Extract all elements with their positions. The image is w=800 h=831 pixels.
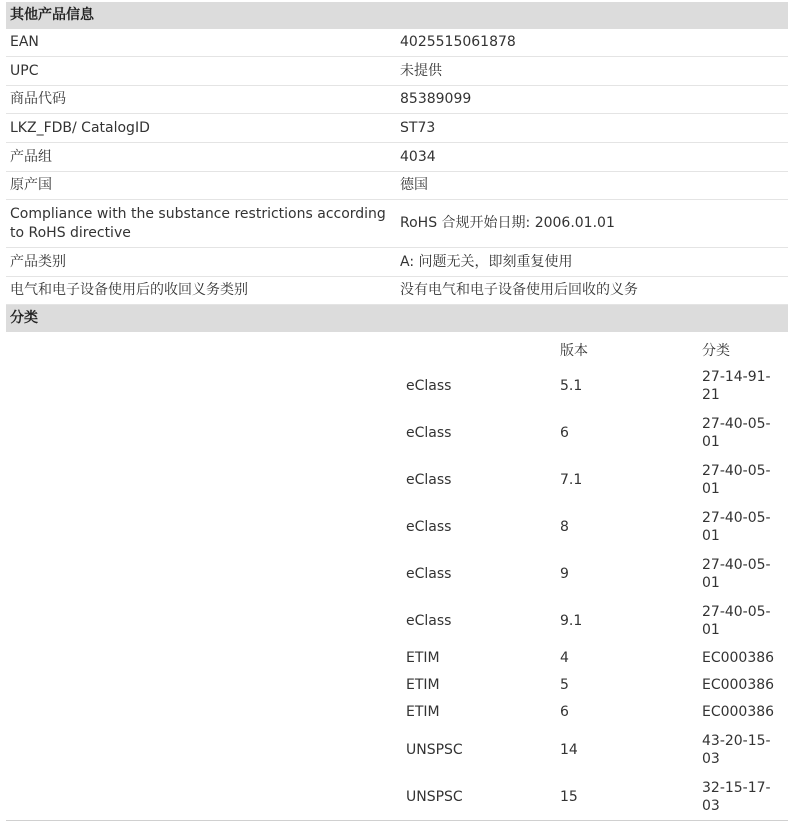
other-info-header: 其他产品信息 (6, 2, 788, 29)
classification-version: 6 (560, 704, 569, 720)
info-row (6, 248, 788, 277)
classification-code: 27-40-05-01 (702, 509, 771, 544)
classification-row (6, 550, 788, 597)
classification-system: eClass (406, 377, 452, 394)
info-row (6, 114, 788, 143)
classification-code: 43-20-15-03 (702, 732, 771, 767)
classification-row (6, 503, 788, 550)
info-value: 德国 (400, 177, 428, 193)
classification-version: 5.1 (560, 377, 583, 394)
classification-version: 4 (560, 649, 569, 666)
classification-rows (6, 362, 788, 820)
info-value: ST73 (400, 119, 436, 136)
classification-row (6, 644, 788, 671)
classification-row (6, 362, 788, 409)
classification-code: 27-40-05-01 (702, 462, 771, 497)
classification-system: UNSPSC (406, 788, 463, 805)
info-row (6, 277, 788, 305)
info-label: Compliance with the substance restrictions according to RoHS directive (10, 205, 386, 241)
classification-version: 7.1 (560, 471, 583, 488)
info-label: 产品组 (10, 148, 52, 165)
classification-row (6, 726, 788, 773)
classification-row (6, 671, 788, 698)
info-label: 电气和电子设备使用后的收回义务类别 (10, 282, 248, 298)
classification-code: 27-14-91-21 (702, 368, 771, 403)
classification-row (6, 597, 788, 644)
classification-system: eClass (406, 565, 452, 582)
info-row (6, 86, 788, 114)
info-label: EAN (10, 34, 39, 50)
info-row (6, 200, 788, 248)
info-label: LKZ_FDB/ CatalogID (10, 119, 150, 136)
info-row (6, 172, 788, 200)
version-column-header: 版本 (560, 343, 588, 359)
classification-code: EC000386 (702, 676, 775, 693)
info-value: 4025515061878 (400, 34, 516, 50)
info-label: 原产国 (10, 177, 52, 193)
classification-code: 32-15-17-03 (702, 779, 771, 814)
info-label: UPC (10, 62, 39, 79)
classification-system: UNSPSC (406, 741, 463, 758)
classification-row (6, 409, 788, 456)
classification-version: 15 (560, 788, 578, 805)
classification-code: 27-40-05-01 (702, 556, 771, 591)
classification-code: 27-40-05-01 (702, 415, 771, 450)
classification-version: 9.1 (560, 612, 583, 629)
classification-code: EC000386 (702, 704, 775, 720)
info-value: RoHS 合规开始日期: 2006.01.01 (400, 215, 615, 231)
classification-row (6, 698, 788, 726)
classification-system: eClass (406, 471, 452, 488)
classification-table-header (6, 332, 788, 362)
info-row (6, 57, 788, 86)
info-value: 85389099 (400, 91, 472, 107)
info-value: A: 问题无关，即刻重复使用 (400, 253, 573, 270)
info-value: 未提供 (400, 62, 442, 79)
classification-header: 分类 (6, 305, 788, 332)
classification-version: 14 (560, 741, 578, 758)
product-info-page (6, 2, 788, 821)
classification-system: ETIM (406, 676, 440, 693)
classification-table (6, 332, 788, 821)
classification-version: 6 (560, 424, 569, 441)
classification-version: 5 (560, 676, 569, 693)
info-row (6, 29, 788, 57)
classification-version: 8 (560, 518, 569, 535)
info-value: 没有电气和电子设备使用后回收的义务 (400, 282, 638, 298)
info-label: 商品代码 (10, 91, 66, 107)
info-label: 产品类别 (10, 253, 66, 270)
classification-system: ETIM (406, 649, 440, 666)
info-value: 4034 (400, 148, 436, 165)
other-info-table (6, 29, 788, 305)
classification-code: EC000386 (702, 649, 775, 666)
classification-system: eClass (406, 518, 452, 535)
classification-row (6, 773, 788, 820)
classification-system: eClass (406, 424, 452, 441)
classification-system: ETIM (406, 704, 440, 720)
info-row (6, 143, 788, 172)
classification-code: 27-40-05-01 (702, 603, 771, 638)
classification-system: eClass (406, 612, 452, 629)
classification-row (6, 456, 788, 503)
class-column-header: 分类 (702, 343, 730, 359)
classification-version: 9 (560, 565, 569, 582)
